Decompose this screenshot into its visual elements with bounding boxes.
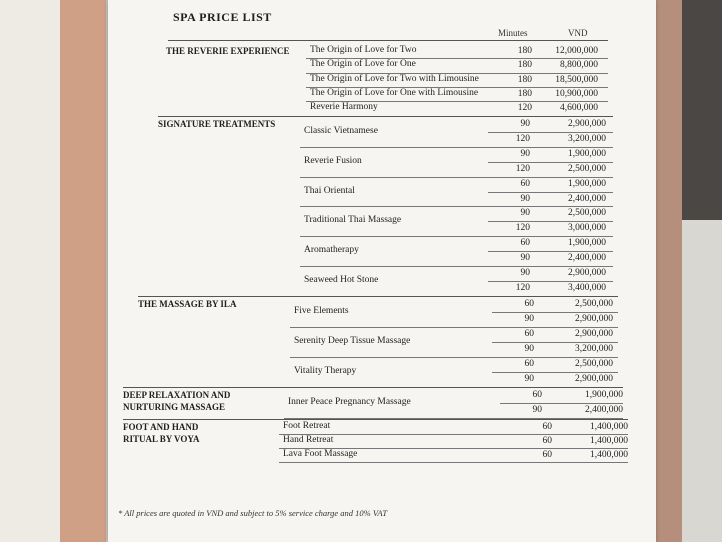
price-vnd: 2,400,000 — [568, 253, 606, 264]
duration-minutes: 120 — [515, 163, 530, 174]
duration-minutes: 60 — [524, 299, 534, 310]
treatment-name: Seaweed Hot Stone — [304, 274, 379, 285]
duration-minutes: 60 — [542, 450, 552, 461]
price-vnd: 8,800,000 — [560, 60, 598, 71]
row-rule — [488, 221, 613, 222]
price-vnd: 4,600,000 — [560, 103, 598, 114]
duration-minutes: 180 — [517, 46, 532, 56]
price-vnd: 1,900,000 — [568, 178, 606, 189]
table-corner — [682, 0, 722, 220]
duration-minutes: 120 — [515, 223, 530, 234]
price-vnd: 1,400,000 — [590, 450, 628, 461]
price-vnd: 18,500,000 — [555, 74, 598, 85]
duration-minutes: 60 — [542, 435, 552, 446]
duration-minutes: 90 — [520, 208, 530, 219]
treatment-name: The Origin of Love for Two — [310, 45, 417, 56]
row-rule — [492, 312, 618, 313]
duration-minutes: 90 — [520, 193, 530, 204]
price-vnd: 3,400,000 — [568, 282, 606, 293]
treatment-name: The Origin of Love for One with Limousine — [310, 88, 479, 99]
minutes-header: Minutes — [498, 28, 528, 38]
treatment-name: Serenity Deep Tissue Massage — [294, 336, 411, 346]
price-vnd: 1,900,000 — [585, 390, 623, 401]
treatment-name: Aromatherapy — [304, 245, 359, 256]
price-vnd: 1,900,000 — [568, 148, 606, 159]
duration-minutes: 90 — [532, 405, 542, 416]
duration-minutes: 90 — [524, 344, 534, 354]
row-rule — [300, 236, 613, 237]
price-vnd: 2,900,000 — [568, 119, 606, 129]
treatment-name: Hand Retreat — [283, 434, 334, 445]
duration-minutes: 60 — [524, 358, 534, 369]
price-vnd: 2,500,000 — [568, 163, 606, 174]
marble-surface — [682, 220, 722, 542]
duration-minutes: 120 — [517, 103, 532, 114]
footnote: * All prices are quoted in VND and subject to 5% service charge and 10% VAT — [118, 508, 388, 518]
price-vnd: 3,200,000 — [575, 344, 613, 354]
section-title: THE REVERIE EXPERIENCE — [166, 46, 290, 56]
price-vnd: 2,500,000 — [568, 208, 606, 219]
duration-minutes: 60 — [532, 390, 542, 401]
row-rule — [290, 327, 618, 328]
duration-minutes: 60 — [520, 238, 530, 249]
price-vnd: 2,500,000 — [575, 358, 613, 369]
row-rule — [500, 403, 623, 404]
duration-minutes: 60 — [524, 329, 534, 340]
treatment-name: Foot Retreat — [283, 420, 331, 431]
section-rule — [123, 419, 628, 420]
section-rule — [158, 116, 613, 117]
price-vnd: 1,900,000 — [568, 238, 606, 249]
treatment-name: Thai Oriental — [304, 185, 355, 196]
treatment-name: The Origin of Love for One — [310, 59, 416, 70]
row-rule — [300, 147, 613, 148]
section-title: SIGNATURE TREATMENTS — [158, 119, 276, 129]
duration-minutes: 120 — [515, 133, 530, 144]
row-rule — [492, 372, 618, 373]
price-list-page — [108, 0, 656, 542]
duration-minutes: 120 — [515, 282, 530, 293]
treatment-name: Inner Peace Pregnancy Massage — [288, 397, 411, 408]
section-rule — [123, 387, 623, 388]
row-rule — [290, 357, 618, 358]
duration-minutes: 60 — [520, 178, 530, 189]
section-title: FOOT AND HAND RITUAL BY VOYA — [123, 421, 200, 444]
row-rule — [300, 266, 613, 267]
row-rule — [492, 342, 618, 343]
price-vnd: 2,400,000 — [568, 193, 606, 204]
price-vnd: 1,400,000 — [590, 421, 628, 432]
vnd-header: VND — [568, 28, 588, 38]
row-rule — [279, 462, 628, 463]
duration-minutes: 180 — [517, 74, 532, 85]
duration-minutes: 180 — [517, 88, 532, 99]
price-vnd: 2,900,000 — [575, 329, 613, 340]
price-vnd: 1,400,000 — [590, 435, 628, 446]
duration-minutes: 90 — [520, 268, 530, 278]
treatment-name: The Origin of Love for Two with Limousine — [310, 73, 479, 84]
price-vnd: 3,000,000 — [568, 223, 606, 234]
price-vnd: 10,900,000 — [555, 88, 598, 99]
header-rule — [168, 40, 608, 41]
price-vnd: 12,000,000 — [555, 46, 598, 56]
price-vnd: 2,900,000 — [575, 373, 613, 384]
price-vnd: 2,500,000 — [575, 299, 613, 310]
page-title: SPA PRICE LIST — [173, 10, 272, 24]
row-rule — [488, 162, 613, 163]
treatment-name: Reverie Harmony — [310, 102, 378, 113]
section-title: THE MASSAGE BY ILA — [138, 299, 237, 310]
background-paper — [0, 0, 60, 542]
section-rule — [138, 296, 618, 297]
section-title: DEEP RELAXATION AND NURTURING MASSAGE — [123, 390, 231, 413]
folder-edge-left — [60, 0, 106, 542]
price-vnd: 2,400,000 — [585, 405, 623, 416]
duration-minutes: 180 — [517, 60, 532, 71]
treatment-name: Vitality Therapy — [294, 365, 357, 376]
price-vnd: 3,200,000 — [568, 133, 606, 144]
row-rule — [488, 251, 613, 252]
treatment-name: Traditional Thai Massage — [304, 215, 402, 226]
treatment-name: Reverie Fusion — [304, 155, 362, 166]
row-rule — [300, 177, 613, 178]
duration-minutes: 90 — [520, 148, 530, 159]
treatment-name: Lava Foot Massage — [283, 449, 358, 460]
price-vnd: 2,900,000 — [568, 268, 606, 278]
treatment-name: Classic Vietnamese — [304, 125, 378, 136]
treatment-name: Five Elements — [294, 306, 349, 317]
duration-minutes: 60 — [542, 421, 552, 432]
row-rule — [488, 132, 613, 133]
row-rule — [300, 206, 613, 207]
price-vnd: 2,900,000 — [575, 314, 613, 325]
duration-minutes: 90 — [520, 253, 530, 264]
row-rule — [488, 192, 613, 193]
duration-minutes: 90 — [520, 119, 530, 129]
duration-minutes: 90 — [524, 373, 534, 384]
duration-minutes: 90 — [524, 314, 534, 325]
row-rule — [488, 281, 613, 282]
